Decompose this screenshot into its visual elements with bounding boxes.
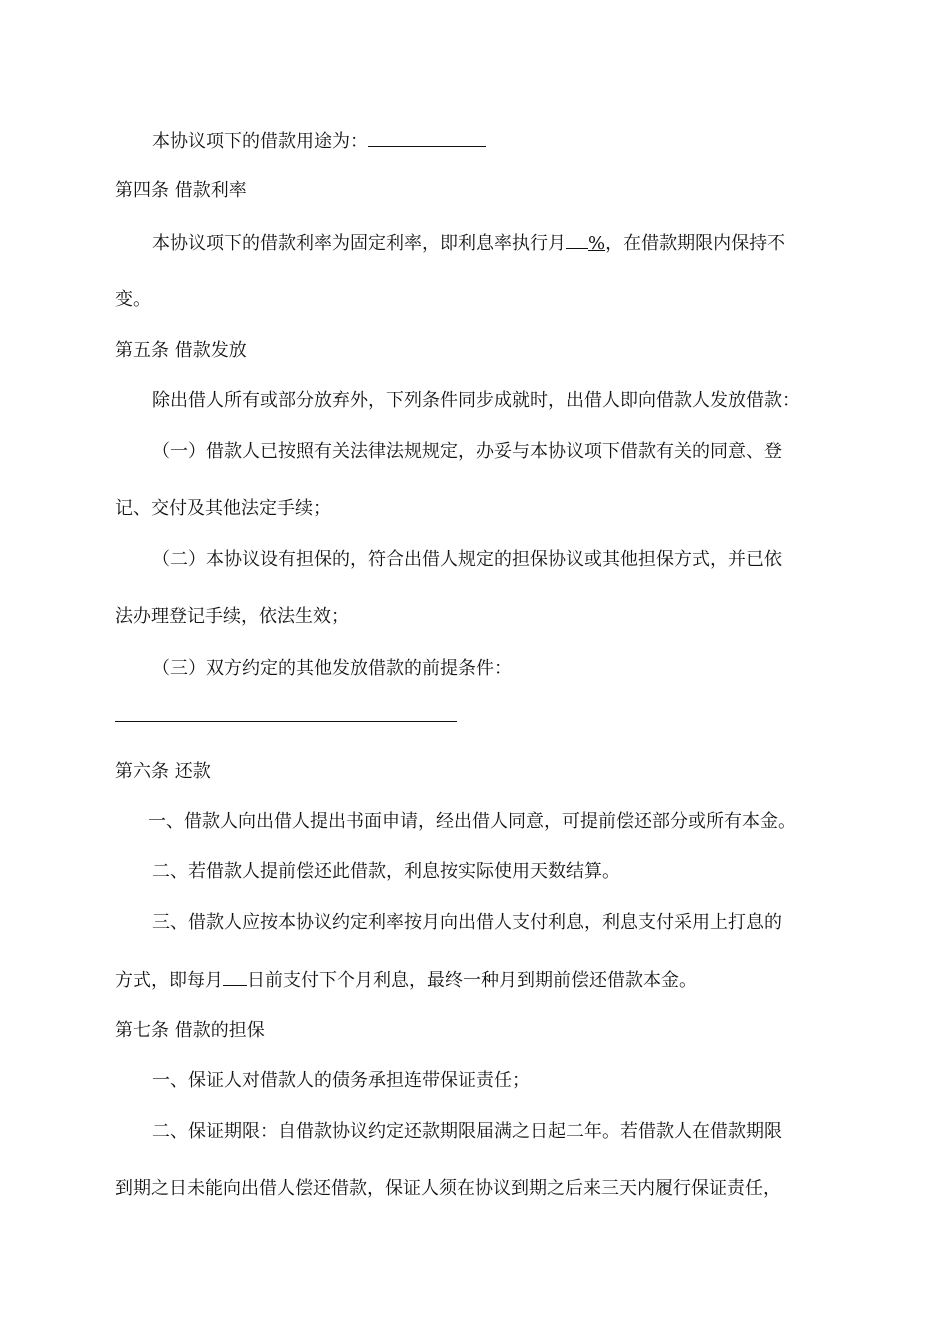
interest-rate-text-b: ，在借款期限内保持不 xyxy=(605,233,786,254)
article-6-title: 第六条 还款 xyxy=(115,761,211,782)
payment-day-text-a: 方式，即每月 xyxy=(115,970,223,991)
interest-rate-text-a: 本协议项下的借款利率为固定利率，即利息率执行月 xyxy=(152,233,566,254)
article-5-item1-line2: 记、交付及其他法定手续； xyxy=(115,498,331,519)
article-6-paragraph-2: 二、若借款人提前偿还此借款，利息按实际使用天数结算。 xyxy=(152,861,620,882)
article-5-intro: 除出借人所有或部分放弃外，下列条件同步成就时，出借人即向借款人发放借款： xyxy=(152,390,800,411)
article-5-item2-line2: 法办理登记手续，依法生效； xyxy=(115,606,349,627)
article-7-paragraph-2-line1: 二、保证期限：自借款协议约定还款期限届满之日起二年。若借款人在借款期限 xyxy=(152,1121,782,1142)
article-4-paragraph-line1 xyxy=(152,230,785,257)
interest-rate-blank xyxy=(566,230,588,249)
article-4-title: 第四条 借款利率 xyxy=(115,180,247,201)
article-4-paragraph-line2: 变。 xyxy=(115,289,151,310)
article-7-title: 第七条 借款的担保 xyxy=(115,1020,265,1041)
percent-sign: % xyxy=(588,233,606,254)
loan-purpose-line xyxy=(152,128,486,155)
article-6-paragraph-3-line1: 三、借款人应按本协议约定利率按月向出借人支付利息，利息支付采用上打息的 xyxy=(152,912,782,933)
payment-day-text-b: 日前支付下个月利息，最终一种月到期前偿还借款本金。 xyxy=(247,970,697,991)
article-7-paragraph-1: 一、保证人对借款人的债务承担连带保证责任； xyxy=(152,1070,530,1091)
loan-purpose-label: 本协议项下的借款用途为： xyxy=(152,131,368,152)
article-7-paragraph-2-line2: 到期之日未能向出借人偿还借款，保证人须在协议到期之后来三天内履行保证责任， xyxy=(115,1178,781,1199)
article-6-paragraph-3-line2 xyxy=(115,967,697,994)
article-5-title: 第五条 借款发放 xyxy=(115,340,247,361)
article-6-paragraph-1: 一、借款人向出借人提出书面申请，经出借人同意，可提前偿还部分或所有本金。 xyxy=(148,811,796,832)
payment-day-blank xyxy=(223,967,247,986)
article-5-item3: （三）双方约定的其他发放借款的前提条件： xyxy=(152,658,512,679)
loan-purpose-blank xyxy=(368,128,486,147)
conditions-blank-line xyxy=(115,721,457,722)
article-5-item1-line1: （一）借款人已按照有关法律法规规定，办妥与本协议项下借款有关的同意、登 xyxy=(152,441,782,462)
article-5-item2-line1: （二）本协议设有担保的，符合出借人规定的担保协议或其他担保方式，并已依 xyxy=(152,549,782,570)
